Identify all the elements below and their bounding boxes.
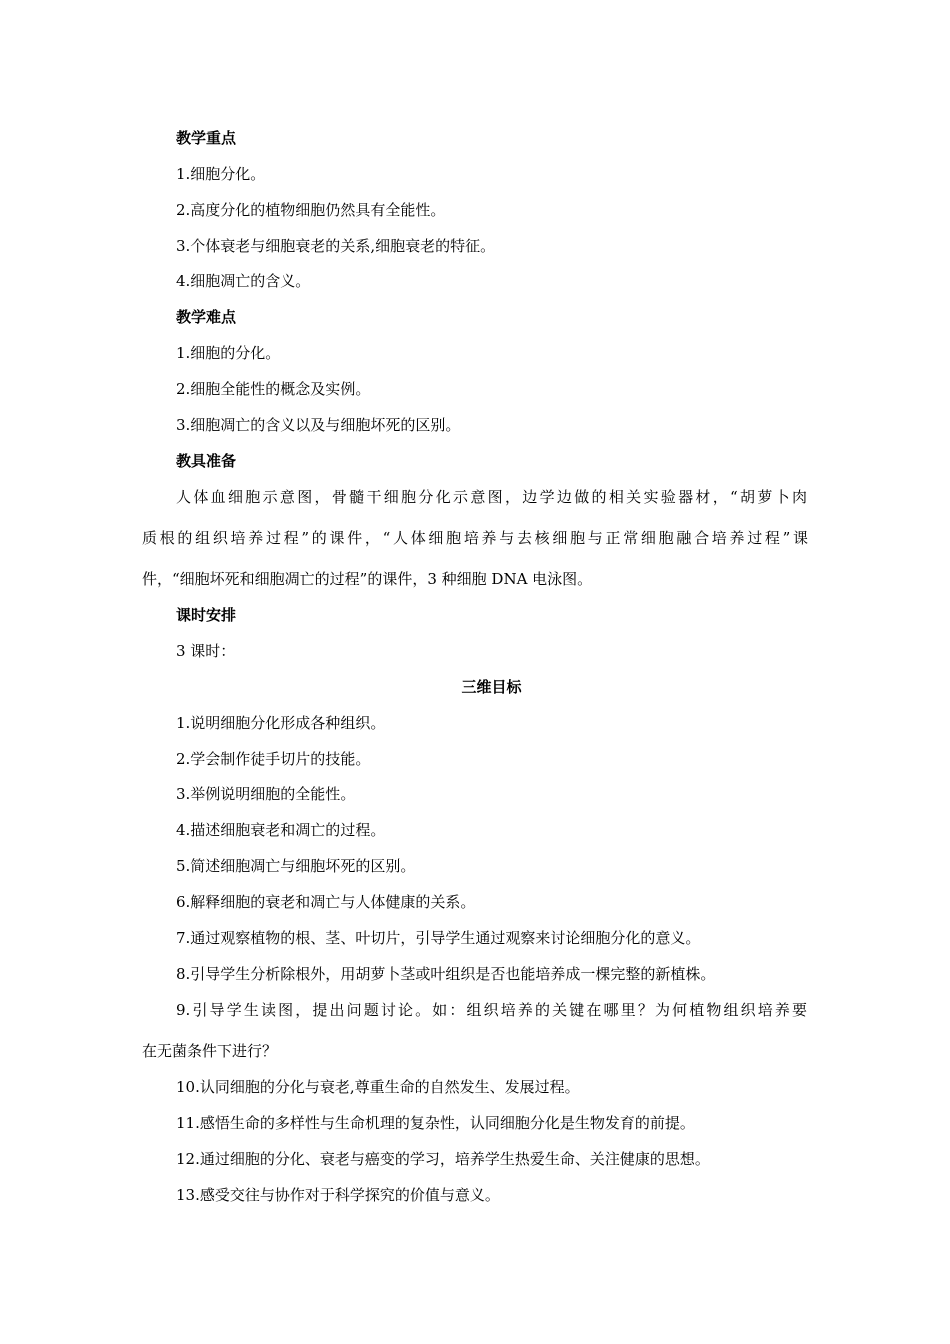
objective-item: 5.简述细胞凋亡与细胞坏死的区别。 [176, 857, 416, 875]
difficult-points-heading: 教学难点 [176, 308, 237, 326]
schedule-text: 3 课时： [176, 642, 236, 660]
objectives-heading: 三维目标 [461, 678, 522, 696]
materials-heading: 教具准备 [176, 452, 237, 470]
materials-paragraph-line: 人体血细胞示意图，骨髓干细胞分化示意图，边学边做的相关实验器材，“胡萝卜肉 [176, 488, 807, 506]
objective-item: 6.解释细胞的衰老和凋亡与人体健康的关系。 [176, 893, 476, 911]
difficult-point-item: 1.细胞的分化。 [176, 344, 281, 362]
objective-item: 3.举例说明细胞的全能性。 [176, 785, 356, 803]
key-points-heading: 教学重点 [176, 129, 237, 147]
objective-item: 11.感悟生命的多样性与生命机理的复杂性，认同细胞分化是生物发育的前提。 [176, 1114, 695, 1132]
objective-item: 13.感受交往与协作对于科学探究的价值与意义。 [176, 1186, 500, 1204]
key-point-item: 4.细胞凋亡的含义。 [176, 272, 311, 290]
objective-item: 8.引导学生分析除根外，用胡萝卜茎或叶组织是否也能培养成一棵完整的新植株。 [176, 965, 716, 983]
materials-paragraph-line: 质根的组织培养过程”的课件，“人体细胞培养与去核细胞与正常细胞融合培养过程”课 [142, 529, 808, 547]
objective-item: 7.通过观察植物的根、茎、叶切片，引导学生通过观察来讨论细胞分化的意义。 [176, 929, 701, 947]
objective-item: 4.描述细胞衰老和凋亡的过程。 [176, 821, 386, 839]
objective-item-continuation: 在无菌条件下进行？ [142, 1042, 278, 1060]
difficult-point-item: 2.细胞全能性的概念及实例。 [176, 380, 371, 398]
key-point-item: 1.细胞分化。 [176, 165, 266, 183]
materials-paragraph-line: 件，“细胞坏死和细胞凋亡的过程”的课件，3 种细胞 DNA 电泳图。 [142, 570, 593, 588]
objective-item: 2.学会制作徒手切片的技能。 [176, 750, 371, 768]
objective-item: 9.引导学生读图，提出问题讨论。如：组织培养的关键在哪里？为何植物组织培养要 [176, 1001, 807, 1019]
difficult-point-item: 3.细胞凋亡的含义以及与细胞坏死的区别。 [176, 416, 461, 434]
objective-item: 12.通过细胞的分化、衰老与癌变的学习，培养学生热爱生命、关注健康的思想。 [176, 1150, 710, 1168]
key-point-item: 3.个体衰老与细胞衰老的关系,细胞衰老的特征。 [176, 237, 496, 255]
objective-item: 10.认同细胞的分化与衰老,尊重生命的自然发生、发展过程。 [176, 1078, 580, 1096]
objective-item: 1.说明细胞分化形成各种组织。 [176, 714, 386, 732]
schedule-heading: 课时安排 [176, 606, 237, 624]
key-point-item: 2.高度分化的植物细胞仍然具有全能性。 [176, 201, 446, 219]
